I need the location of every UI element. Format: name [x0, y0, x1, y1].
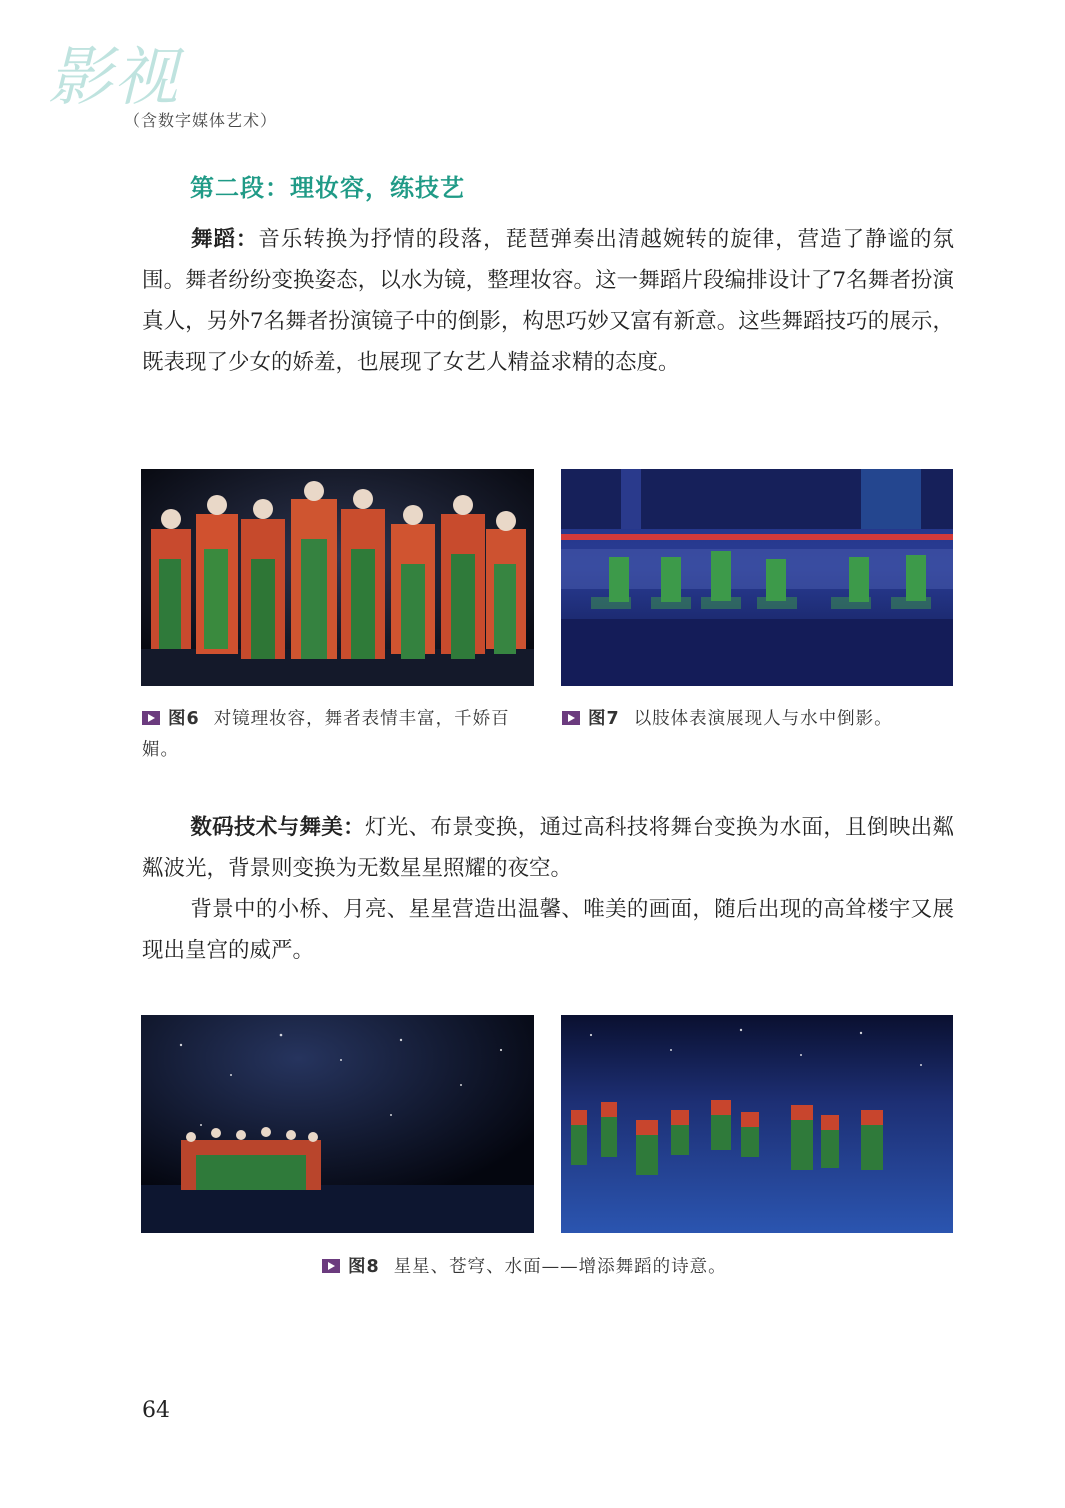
- figure-8-right-photo: [561, 1015, 953, 1233]
- figure-8-left-photo: [141, 1015, 534, 1233]
- paragraph-background: [142, 889, 954, 971]
- paragraph-digital-stage-label: 数码技术与舞美：: [190, 815, 365, 840]
- figure-6-photo: [141, 469, 534, 686]
- page-number: 64: [142, 1398, 170, 1423]
- section-title: 第二段：理妆容，练技艺: [190, 174, 465, 202]
- figure-8-text: 星星、苍穹、水面——增添舞蹈的诗意。: [393, 1257, 727, 1277]
- figure-7-number: 图7: [588, 709, 620, 729]
- figure-film-icon: [142, 711, 160, 725]
- paragraph-dance-text: 音乐转换为抒情的段落，琵琶弹奏出清越婉转的旋律，营造了静谧的氛围。舞者纷纷变换姿态，以水为镜，整理妆容。这一舞蹈片段编排设计了7名舞者扮演真人，另外7名舞者扮演镜子中的倒影，构思巧妙又富有新意。这些舞蹈技巧的展示，既表现了少女的娇羞，也展现了女艺人精益求精的态度。: [142, 227, 954, 375]
- figure-6-caption: [142, 704, 537, 766]
- figure-6-number: 图6: [168, 709, 200, 729]
- figure-8-number: 图8: [348, 1257, 380, 1277]
- paragraph-digital-stage-text: 灯光、布景变换，通过高科技将舞台变换为水面，且倒映出粼粼波光，背景则变换为无数星星照耀的夜空。: [142, 815, 954, 881]
- logo-subtitle: （含数字媒体艺术）: [124, 111, 278, 130]
- figure-film-icon: [562, 711, 580, 725]
- figure-7-text: 以肢体表演展现人与水中倒影。: [633, 709, 893, 729]
- figure-8-caption: [322, 1252, 842, 1283]
- logo-calligraphy: 影视: [48, 41, 180, 115]
- paragraph-dance: [142, 219, 954, 383]
- figure-6-text: 对镜理妆容，舞者表情丰富，千娇百媚。: [142, 709, 510, 760]
- header-logo: [48, 38, 288, 138]
- figure-film-icon: [322, 1259, 340, 1273]
- paragraph-digital-stage: [142, 807, 954, 889]
- figure-7-photo: [561, 469, 953, 686]
- paragraph-dance-label: 舞蹈：: [190, 227, 259, 252]
- paragraph-background-text: 背景中的小桥、月亮、星星营造出温馨、唯美的画面，随后出现的高耸楼宇又展现出皇宫的威严。: [142, 897, 954, 963]
- figure-7-caption: [562, 704, 954, 735]
